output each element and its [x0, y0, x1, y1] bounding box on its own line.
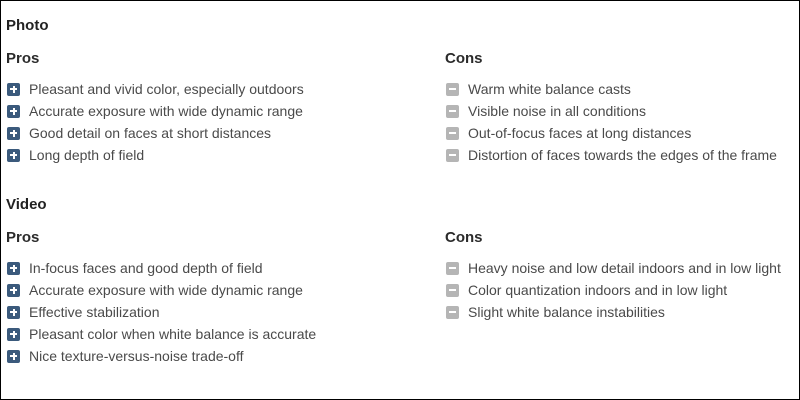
photo-con-text: Distortion of faces towards the edges of the frame — [468, 147, 777, 163]
photo-pros-heading: Pros — [6, 50, 40, 67]
video-pro-item — [7, 345, 316, 367]
plus-square-icon — [7, 306, 20, 319]
video-pros-heading: Pros — [6, 229, 40, 246]
plus-square-icon — [7, 262, 20, 275]
video-con-item — [446, 279, 781, 301]
photo-pro-item — [7, 144, 304, 166]
video-con-item — [446, 257, 781, 279]
photo-pro-text: Long depth of field — [29, 147, 145, 163]
photo-con-text: Out-of-focus faces at long distances — [468, 125, 692, 141]
video-pros-list — [7, 257, 316, 367]
minus-square-icon — [446, 105, 459, 118]
photo-cons-heading: Cons — [445, 50, 483, 67]
video-section-title: Video — [6, 196, 47, 213]
video-pro-text: Pleasant color when white balance is accurate — [29, 326, 317, 342]
minus-square-icon — [446, 262, 459, 275]
photo-pros-list — [7, 78, 304, 166]
photo-pro-text: Accurate exposure with wide dynamic range — [29, 103, 303, 119]
video-pro-text: In-focus faces and good depth of field — [29, 260, 263, 276]
photo-con-item — [446, 78, 777, 100]
video-pro-item — [7, 301, 316, 323]
video-con-text: Heavy noise and low detail indoors and in low light — [468, 260, 781, 276]
plus-square-icon — [7, 83, 20, 96]
plus-square-icon — [7, 127, 20, 140]
photo-pro-item — [7, 100, 304, 122]
minus-square-icon — [446, 284, 459, 297]
minus-square-icon — [446, 149, 459, 162]
photo-pro-item — [7, 122, 304, 144]
video-con-text: Color quantization indoors and in low light — [468, 282, 728, 298]
plus-square-icon — [7, 284, 20, 297]
minus-square-icon — [446, 127, 459, 140]
plus-square-icon — [7, 149, 20, 162]
photo-section-title: Photo — [6, 17, 49, 34]
photo-pro-item — [7, 78, 304, 100]
video-con-item — [446, 301, 781, 323]
video-pro-text: Accurate exposure with wide dynamic range — [29, 282, 303, 298]
video-cons-heading: Cons — [445, 229, 483, 246]
video-cons-list — [446, 257, 781, 323]
video-pro-item — [7, 323, 316, 345]
plus-square-icon — [7, 350, 20, 363]
photo-con-text: Visible noise in all conditions — [468, 103, 646, 119]
video-con-text: Slight white balance instabilities — [468, 304, 665, 320]
photo-con-item — [446, 100, 777, 122]
photo-pro-text: Good detail on faces at short distances — [29, 125, 272, 141]
plus-square-icon — [7, 105, 20, 118]
photo-cons-list — [446, 78, 777, 166]
video-pro-item — [7, 279, 316, 301]
photo-con-item — [446, 122, 777, 144]
minus-square-icon — [446, 306, 459, 319]
video-pro-text: Effective stabilization — [29, 304, 160, 320]
photo-con-text: Warm white balance casts — [468, 81, 631, 97]
video-pro-item — [7, 257, 316, 279]
video-pro-text: Nice texture-versus-noise trade-off — [29, 348, 244, 364]
minus-square-icon — [446, 83, 459, 96]
photo-con-item — [446, 144, 777, 166]
plus-square-icon — [7, 328, 20, 341]
photo-pro-text: Pleasant and vivid color, especially outdoors — [29, 81, 304, 97]
